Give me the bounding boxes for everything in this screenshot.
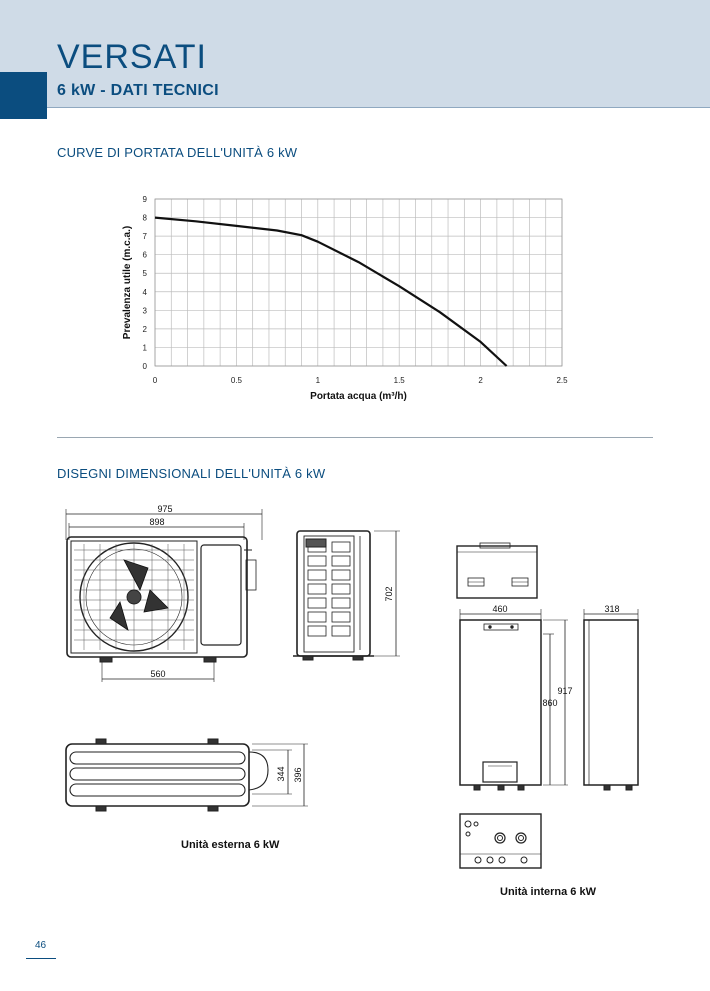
caption-indoor-unit: Unità interna 6 kW [500, 886, 596, 898]
page-subtitle: 6 kW - DATI TECNICI [57, 82, 219, 99]
x-axis-label: Portata acqua (m³/h) [310, 391, 407, 402]
outdoor-front-view [66, 509, 262, 682]
flow-curve-chart [110, 185, 590, 420]
dim-outdoor-width: 975 [157, 504, 173, 514]
indoor-top-view [457, 543, 537, 598]
header-rule [47, 107, 710, 108]
x-tick-label: 0.5 [230, 376, 242, 385]
page-number-rule [26, 958, 56, 959]
dimension-drawings [0, 490, 710, 915]
dim-indoor-depth: 318 [604, 604, 620, 614]
section-title-flow-curves: CURVE DI PORTATA DELL'UNITÀ 6 kW [57, 145, 298, 160]
y-tick-label: 1 [142, 343, 147, 353]
dim-indoor-width: 460 [492, 604, 508, 614]
y-tick-label: 7 [142, 232, 147, 242]
dim-outdoor-feet-spacing: 560 [150, 669, 166, 679]
indoor-side-view [584, 609, 638, 790]
indoor-bottom-view [460, 814, 541, 868]
x-tick-label: 2.5 [556, 376, 568, 385]
page-number: 46 [35, 940, 47, 951]
dim-outdoor-height: 702 [384, 586, 394, 602]
outdoor-top-view [66, 739, 308, 811]
x-tick-label: 2 [478, 376, 483, 385]
x-tick-label: 0 [152, 376, 158, 385]
y-tick-label: 6 [142, 250, 147, 260]
dim-outdoor-inner-width: 898 [149, 517, 165, 527]
caption-outdoor-unit: Unità esterna 6 kW [181, 839, 280, 851]
flow-curve-svg [110, 185, 590, 415]
dim-indoor-inner-height: 860 [542, 698, 558, 708]
y-tick-label: 4 [142, 287, 147, 297]
brand-title: VERSATI [57, 38, 207, 76]
dim-indoor-height: 917 [557, 686, 573, 696]
y-tick-label: 2 [142, 324, 147, 334]
dim-outdoor-inner-depth: 344 [276, 766, 286, 782]
dimension-drawings-svg [0, 490, 710, 910]
dim-outdoor-depth: 396 [293, 767, 303, 783]
y-tick-label: 0 [142, 362, 147, 371]
y-axis-label: Prevalenza utile (m.c.a.) [122, 225, 133, 340]
header-accent-bar [0, 72, 47, 119]
section-title-dimensions: DISEGNI DIMENSIONALI DELL'UNITÀ 6 kW [57, 466, 326, 481]
y-tick-label: 3 [142, 306, 147, 316]
y-tick-label: 8 [142, 213, 147, 223]
y-tick-label: 5 [142, 269, 147, 279]
x-tick-label: 1 [315, 376, 321, 385]
x-tick-label: 1.5 [393, 376, 405, 385]
y-tick-label: 9 [142, 195, 147, 204]
section-divider [57, 437, 653, 438]
